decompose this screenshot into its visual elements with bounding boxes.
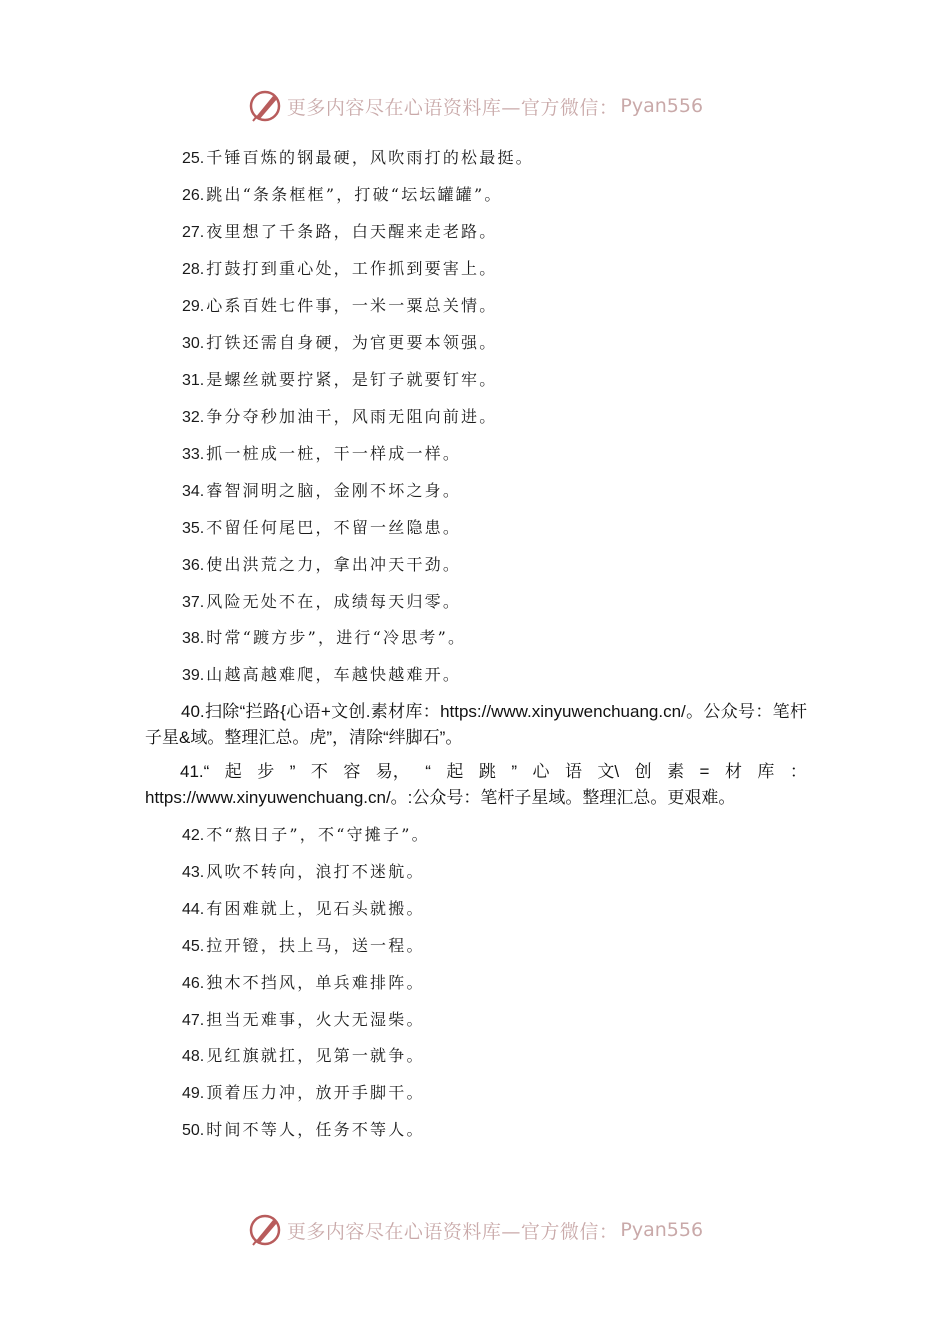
list-item: 30. 打铁还需自身硬，为官更要本领强。 <box>182 333 498 352</box>
item-41-first-line <box>180 759 807 785</box>
item-41-word: 创 <box>634 762 652 781</box>
item-41-word: 起 <box>446 762 464 781</box>
item-41-word: 不 <box>310 762 328 781</box>
paragraph-item-40: 40.扫除“拦路{心语+文创.素材库：https://www.xinyuwenchuang.cn/。公众号：笔杆子星&域。整理汇总。虎”，清除“绊脚石”。 <box>145 702 807 747</box>
list-item: 45. 拉开镫，扶上马，送一程。 <box>182 936 425 955</box>
item-41-word: 容 <box>343 762 361 781</box>
item-41-word: 41.“ <box>180 762 210 781</box>
list-item: 29. 心系百姓七件事，一米一粟总关情。 <box>182 296 498 315</box>
list-item: 26. 跳出“条条框框”，打破“坛坛罐罐”。 <box>182 185 503 204</box>
item-41-word: ： <box>789 762 807 781</box>
list-item: 36. 使出洪荒之力，拿出冲天干劲。 <box>182 555 462 574</box>
list-item: 37. 风险无处不在，成绩每天归零。 <box>182 592 462 611</box>
list-item: 25. 千锤百炼的钢最硬，风吹雨打的松最挺。 <box>182 148 534 167</box>
pen-circle-logo-icon <box>247 88 283 124</box>
item-41-word: 材 <box>724 762 742 781</box>
list-item: 46. 独木不挡风，单兵难排阵。 <box>182 973 425 992</box>
list-item: 31. 是螺丝就要拧紧，是钉子就要钉牢。 <box>182 370 498 389</box>
list-item: 34. 睿智洞明之脑，金刚不坏之身。 <box>182 481 462 500</box>
list-item: 50. 时间不等人，任务不等人。 <box>182 1120 425 1139</box>
list-item: 32. 争分夺秒加油干，风雨无阻向前进。 <box>182 407 498 426</box>
item-41-word: 步 <box>257 762 275 781</box>
header-text: 更多内容尽在心语资料库—官方微信： <box>286 96 619 119</box>
list-item: 42. 不“熬日子”，不“守摊子”。 <box>182 825 430 844</box>
item-41-word: 心 <box>532 762 550 781</box>
list-item: 48. 见红旗就扛，见第一就争。 <box>182 1046 425 1065</box>
footer-wechat-id: Pyan556 <box>620 1219 704 1241</box>
list-item: 28. 打鼓打到重心处，工作抓到要害上。 <box>182 259 498 278</box>
list-item: 47. 担当无难事，火大无湿柴。 <box>182 1010 425 1029</box>
item-41-word: ” <box>289 762 296 781</box>
list-item: 39. 山越高越难爬，车越快越难开。 <box>182 665 462 684</box>
header-banner <box>0 84 950 128</box>
item-41-word: “ <box>425 762 431 781</box>
footer-text: 更多内容尽在心语资料库—官方微信： <box>286 1220 619 1243</box>
list-item: 49. 顶着压力冲，放开手脚干。 <box>182 1083 425 1102</box>
list-item: 35. 不留任何尾巴，不留一丝隐患。 <box>182 518 462 537</box>
item-41-word: 素 <box>667 762 685 781</box>
header-wechat-id: Pyan556 <box>620 95 704 117</box>
list-item: 27. 夜里想了千条路，白天醒来走老路。 <box>182 222 498 241</box>
item-41-word: 语 <box>564 762 582 781</box>
item-41-second-line: https://www.xinyuwenchuang.cn/。:公众号：笔杆子星域。整理汇总。更艰难。 <box>145 788 736 807</box>
list-item: 43. 风吹不转向，浪打不迷航。 <box>182 862 425 881</box>
item-41-word: 跳 <box>478 762 496 781</box>
item-41-word: 文\ <box>597 762 620 781</box>
item-41-word: 起 <box>224 762 242 781</box>
item-41-word: ” <box>511 762 517 781</box>
item-41-word: = <box>699 762 710 781</box>
item-41-word: 易， <box>375 762 410 781</box>
paragraph-item-41 <box>145 759 807 811</box>
list-item: 44. 有困难就上，见石头就搬。 <box>182 899 425 918</box>
pen-circle-logo-icon <box>247 1212 283 1248</box>
list-item: 33. 抓一桩成一桩，干一样成一样。 <box>182 444 462 463</box>
list-item: 38. 时常“踱方步”，进行“冷思考”。 <box>182 628 467 647</box>
item-41-word: 库 <box>757 762 775 781</box>
footer-banner <box>0 1208 950 1252</box>
